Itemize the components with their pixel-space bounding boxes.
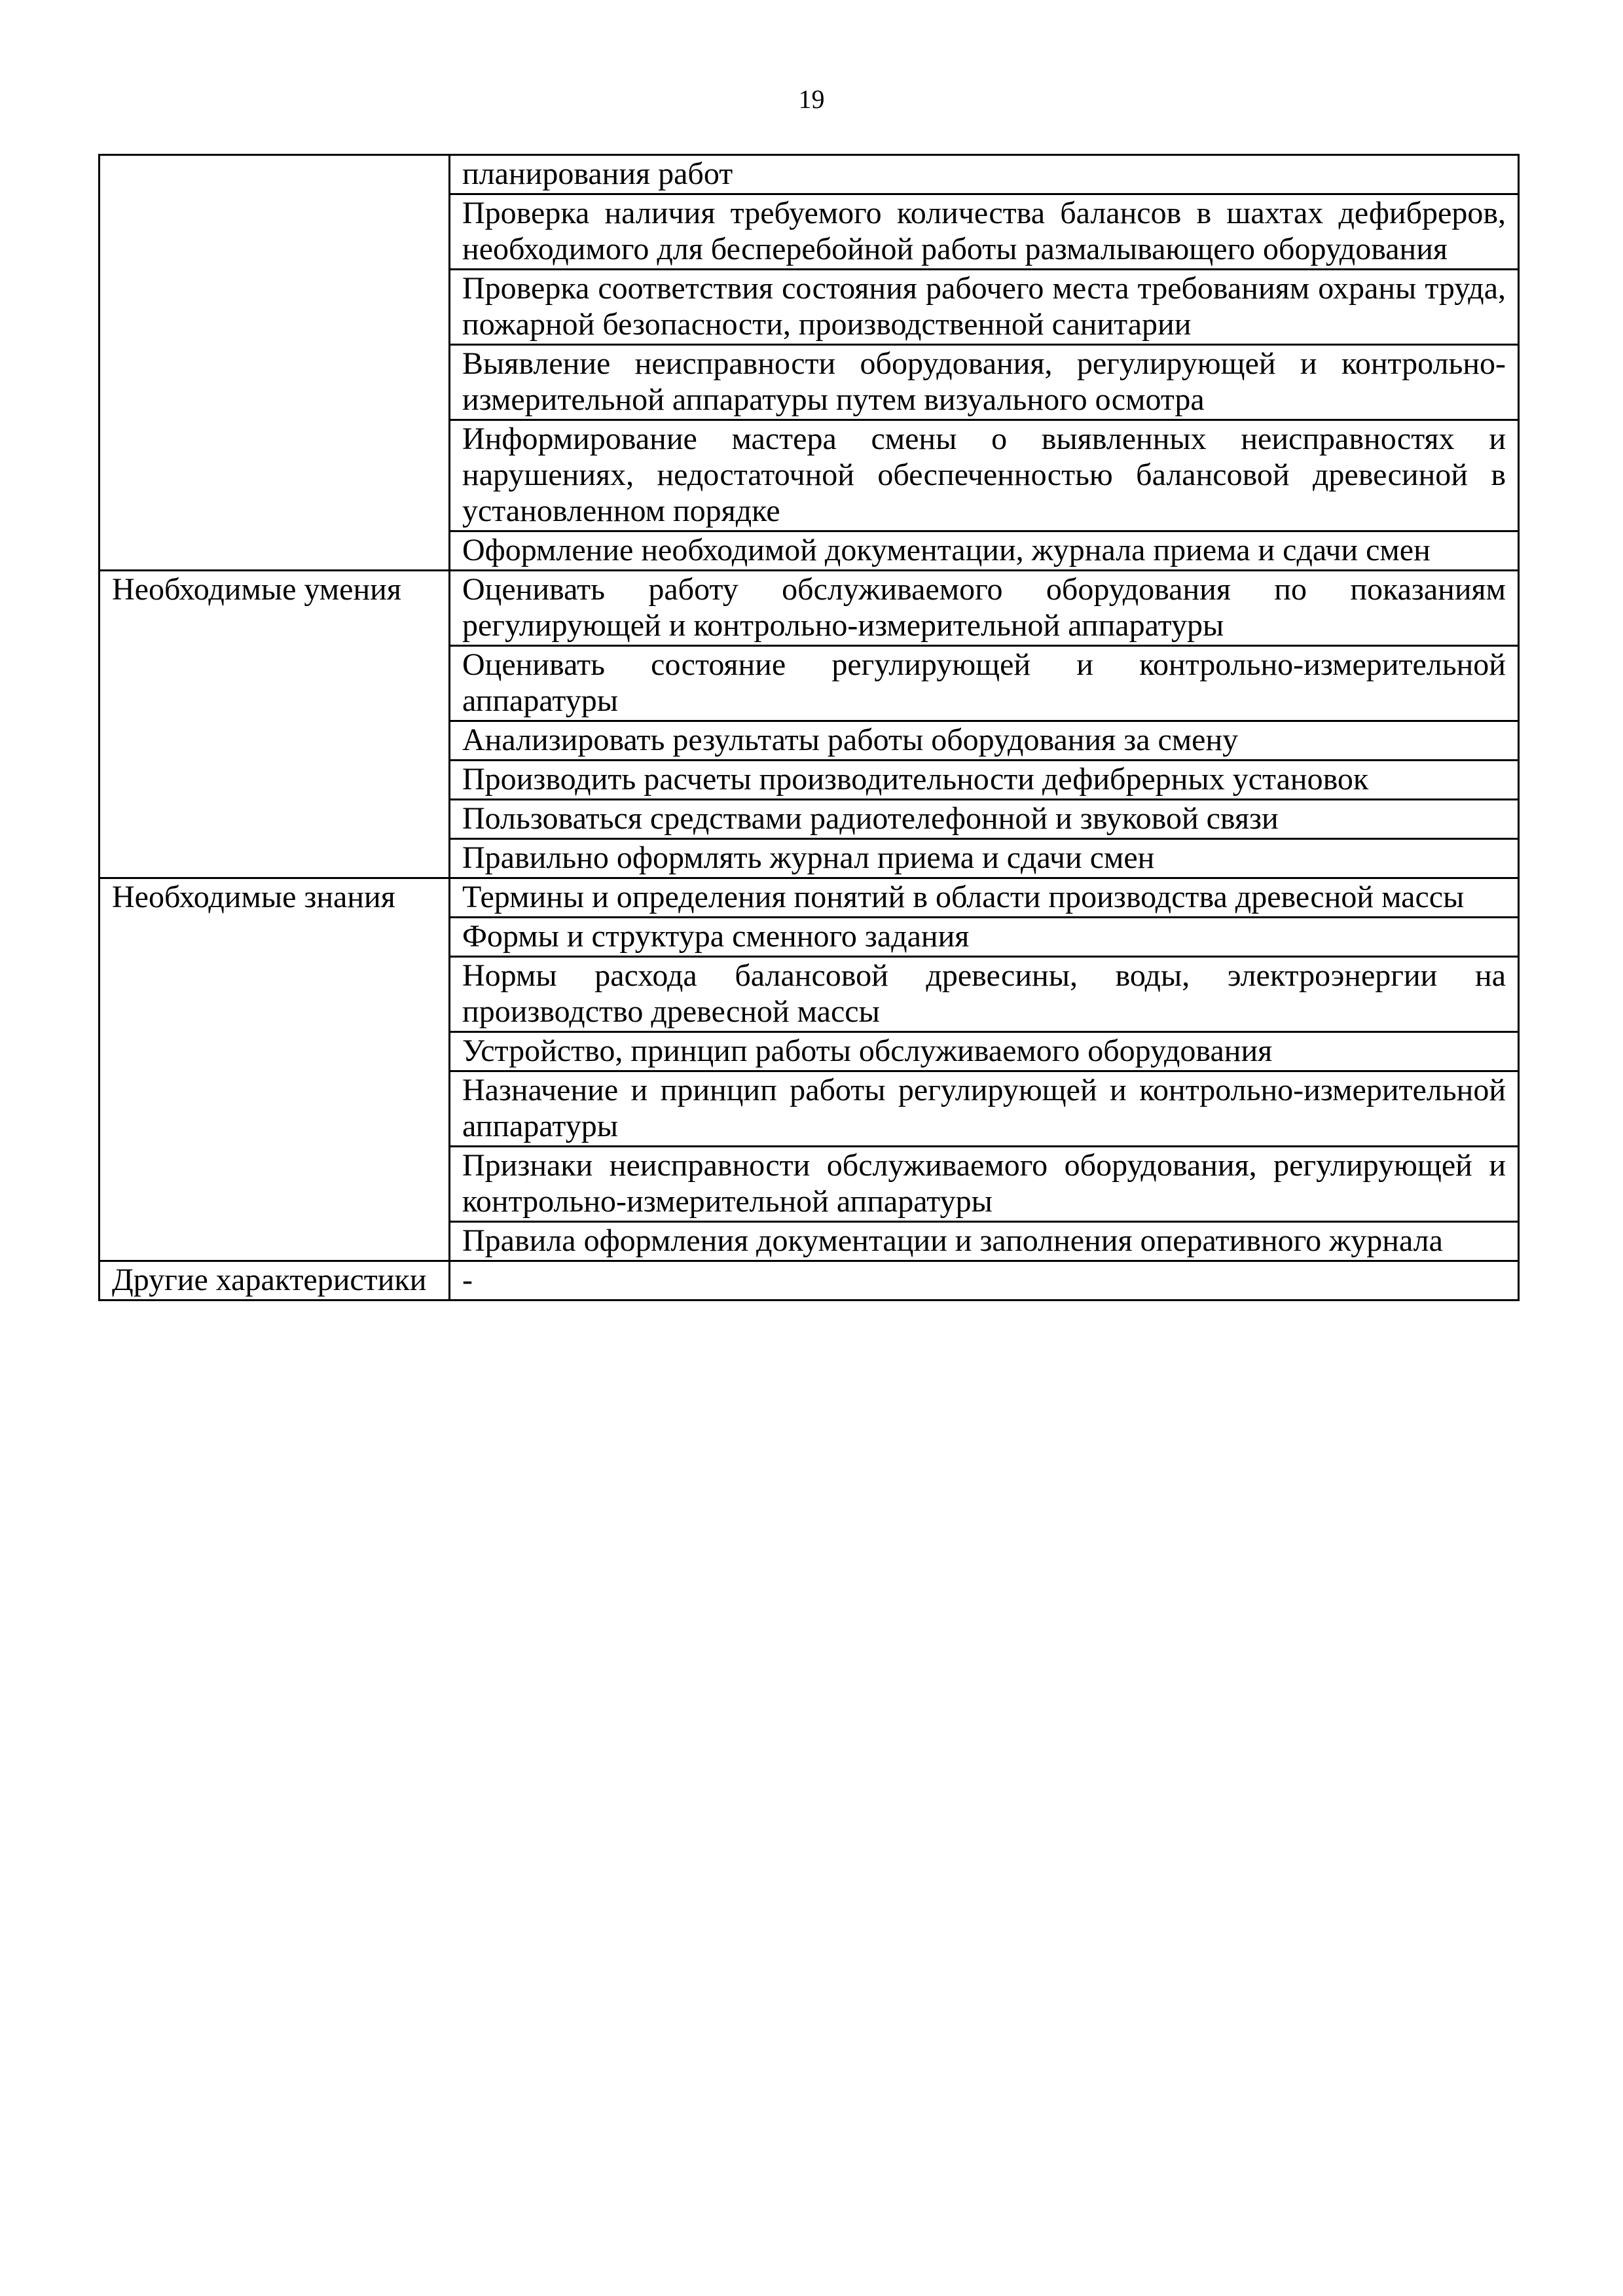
row-label: Другие характеристики: [100, 1261, 450, 1300]
row-item: Выявление неисправности оборудования, регулирующей и контрольно-измерительной аппаратуры путем визуального осмотра: [450, 345, 1519, 420]
row-item: Оценивать работу обслуживаемого оборудования по показаниям регулирующей и контрольно-измерительной аппаратуры: [450, 571, 1519, 646]
row-label: Необходимые знания: [100, 878, 450, 1261]
row-item: Устройство, принцип работы обслуживаемого оборудования: [450, 1032, 1519, 1071]
row-item: Правильно оформлять журнал приема и сдачи смен: [450, 839, 1519, 878]
row-item: планирования работ: [450, 155, 1519, 194]
row-item: Признаки неисправности обслуживаемого оборудования, регулирующей и контрольно-измерительной аппаратуры: [450, 1147, 1519, 1222]
row-item: Назначение и принцип работы регулирующей и контрольно-измерительной аппаратуры: [450, 1071, 1519, 1147]
table-row: [100, 571, 1519, 646]
table-row: [100, 1261, 1519, 1300]
row-item: Проверка наличия требуемого количества балансов в шахтах дефибреров, необходимого для бесперебойной работы размалывающего оборудования: [450, 194, 1519, 270]
table-row: [100, 878, 1519, 918]
row-label: Необходимые умения: [100, 571, 450, 878]
page-number: 19: [798, 84, 825, 114]
row-item: Формы и структура сменного задания: [450, 918, 1519, 957]
row-item: Производить расчеты производительности дефибрерных установок: [450, 761, 1519, 800]
row-label: [100, 155, 450, 571]
row-item: -: [450, 1261, 1519, 1300]
row-item: Термины и определения понятий в области производства древесной массы: [450, 878, 1519, 918]
characteristics-table: [98, 154, 1520, 1301]
row-item: Нормы расхода балансовой древесины, воды, электроэнергии на производство древесной массы: [450, 957, 1519, 1032]
row-item: Информирование мастера смены о выявленных неисправностях и нарушениях, недостаточной обеспеченностью балансовой древесиной в установленном порядке: [450, 420, 1519, 531]
table-row: [100, 155, 1519, 194]
row-item: Пользоваться средствами радиотелефонной и звуковой связи: [450, 800, 1519, 839]
row-item: Проверка соответствия состояния рабочего места требованиям охраны труда, пожарной безопасности, производственной санитарии: [450, 270, 1519, 345]
row-item: Оценивать состояние регулирующей и контрольно-измерительной аппаратуры: [450, 646, 1519, 721]
row-item: Оформление необходимой документации, журнала приема и сдачи смен: [450, 531, 1519, 571]
row-item: Анализировать результаты работы оборудования за смену: [450, 721, 1519, 761]
row-item: Правила оформления документации и заполнения оперативного журнала: [450, 1222, 1519, 1261]
table-body: [100, 155, 1519, 1300]
